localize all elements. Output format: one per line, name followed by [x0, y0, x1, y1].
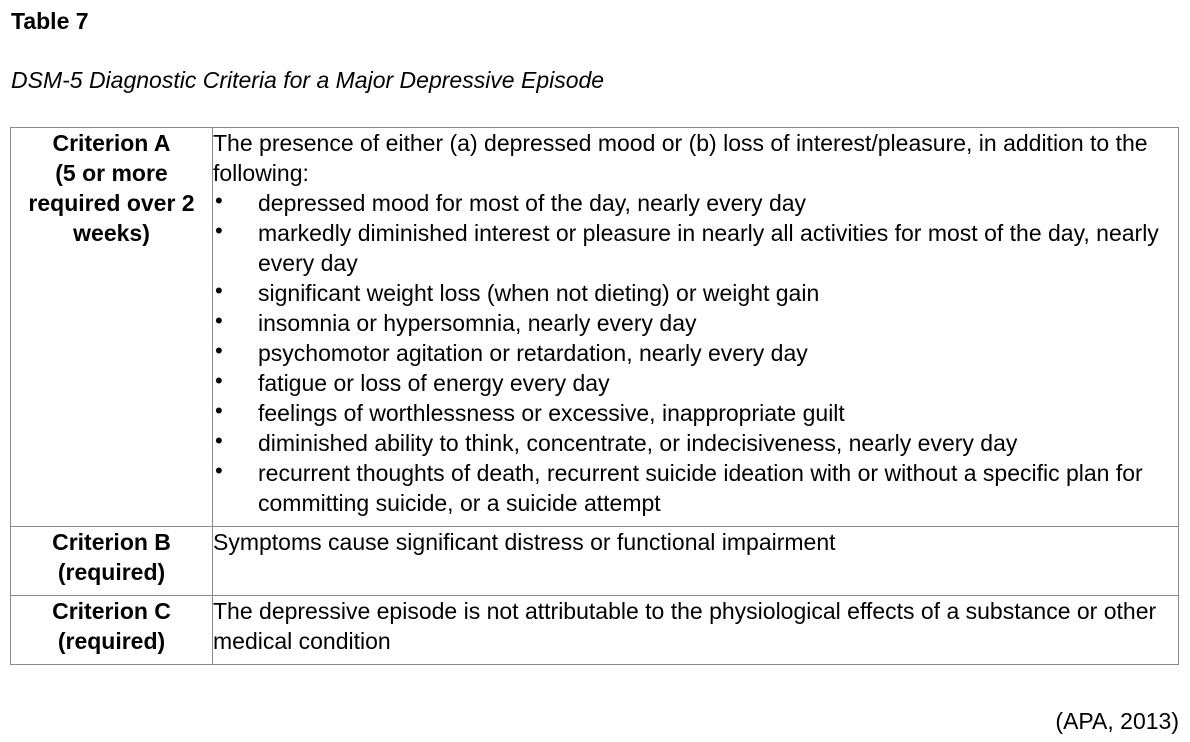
symptom-text: insomnia or hypersomnia, nearly every day [258, 310, 697, 336]
list-item [213, 188, 1178, 218]
symptom-text: recurrent thoughts of death, recurrent suicide ideation with or without a specific plan for committing suicide, or a suicide attempt [258, 460, 1143, 516]
symptom-text: depressed mood for most of the day, nearly every day [258, 190, 807, 216]
bullet-icon: • [215, 428, 223, 453]
bullet-icon: • [215, 398, 223, 423]
table-caption: DSM-5 Diagnostic Criteria for a Major Depressive Episode [11, 67, 605, 93]
bullet-icon: • [215, 338, 223, 363]
criterion-a-heading [11, 128, 213, 527]
bullet-icon: • [215, 218, 223, 243]
criterion-b-heading-line: Criterion B [52, 529, 171, 555]
criterion-a-heading-line: required over 2 [28, 190, 195, 216]
criterion-b-heading-line: (required) [57, 559, 166, 585]
table-row [11, 596, 1179, 665]
criteria-table [10, 127, 1179, 665]
criterion-b-heading [11, 527, 213, 596]
bullet-icon: • [215, 188, 223, 213]
criterion-a-heading-line: Criterion A [52, 130, 171, 156]
criterion-a-description [213, 128, 1179, 527]
list-item [213, 218, 1178, 278]
symptom-text: diminished ability to think, concentrate, or indecisiveness, nearly every day [258, 430, 1018, 456]
bullet-icon: • [215, 278, 223, 303]
criterion-c-heading-line: (required) [57, 628, 166, 654]
criterion-c-heading [11, 596, 213, 665]
list-item [213, 458, 1178, 518]
bullet-icon: • [215, 368, 223, 393]
criterion-b-description: Symptoms cause significant distress or functional impairment [213, 527, 1179, 596]
list-item [213, 398, 1178, 428]
citation: (APA, 2013) [1055, 708, 1179, 734]
list-item [213, 338, 1178, 368]
symptom-text: feelings of worthlessness or excessive, inappropriate guilt [258, 400, 845, 426]
table-label: Table 7 [11, 8, 89, 34]
criterion-a-intro: The presence of either (a) depressed mood or (b) loss of interest/pleasure, in addition to the following: [213, 130, 1148, 186]
table-row [11, 128, 1179, 527]
symptom-text: markedly diminished interest or pleasure in nearly all activities for most of the day, nearly every day [258, 220, 1159, 276]
criterion-a-heading-line: (5 or more [55, 160, 168, 186]
list-item [213, 278, 1178, 308]
bullet-icon: • [215, 308, 223, 333]
symptom-text: fatigue or loss of energy every day [258, 370, 610, 396]
table-row [11, 527, 1179, 596]
criterion-a-heading-line: weeks) [73, 220, 150, 246]
list-item [213, 428, 1178, 458]
bullet-icon: • [215, 458, 223, 483]
list-item [213, 308, 1178, 338]
symptom-list [213, 188, 1178, 518]
criterion-c-heading-line: Criterion C [52, 598, 171, 624]
criterion-c-description: The depressive episode is not attributable to the physiological effects of a substance or other medical condition [213, 596, 1179, 665]
list-item [213, 368, 1178, 398]
symptom-text: psychomotor agitation or retardation, nearly every day [258, 340, 808, 366]
symptom-text: significant weight loss (when not dieting) or weight gain [258, 280, 820, 306]
